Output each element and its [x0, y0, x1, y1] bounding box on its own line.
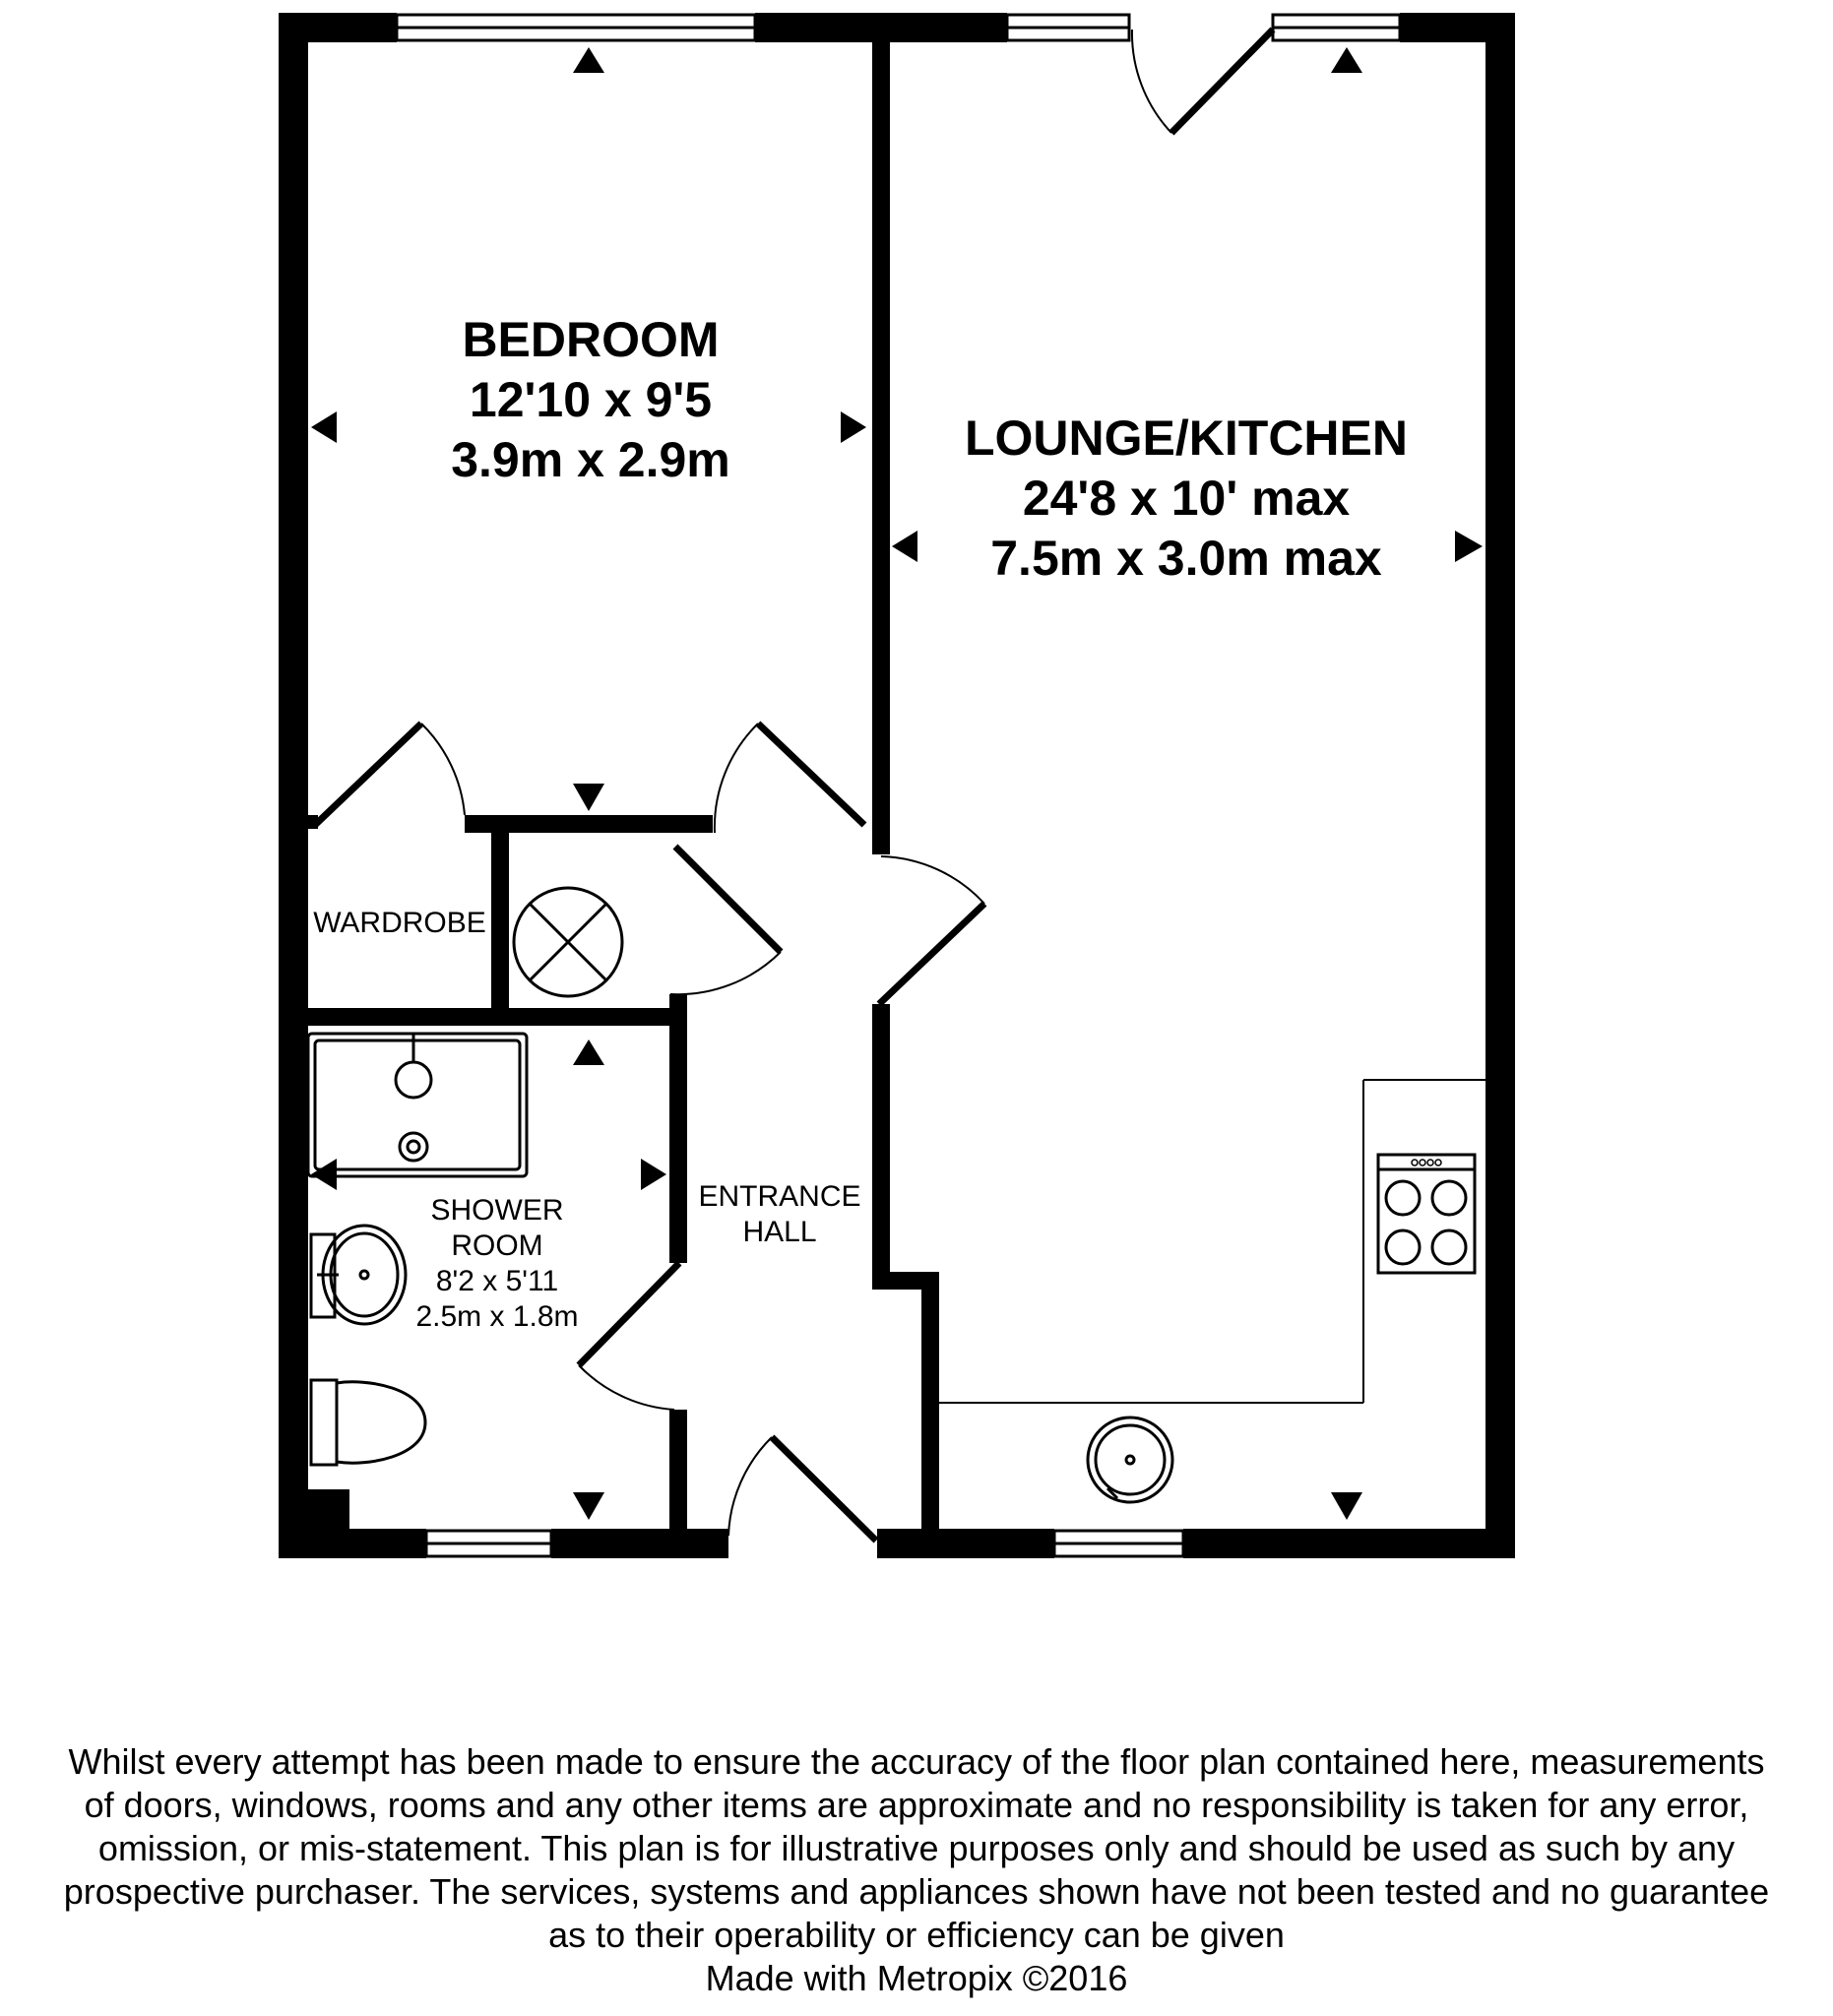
lounge-label [916, 409, 1457, 589]
bedroom-dim-imperial: 12'10 x 9'5 [469, 372, 713, 427]
entrance-hall-name-1: ENTRANCE [698, 1180, 861, 1213]
disclaimer-line: omission, or mis-statement. This plan is for illustrative purposes only and should be used as such by any [97, 1828, 1736, 1868]
bedroom-dim-metric: 3.9m x 2.9m [451, 432, 730, 487]
wardrobe-label [308, 906, 491, 941]
lounge-dim-metric: 7.5m x 3.0m max [990, 531, 1382, 586]
shower-room-label [389, 1193, 605, 1335]
entrance-hall-name-2: HALL [742, 1216, 817, 1248]
disclaimer-line: of doors, windows, rooms and any other items are approximate and no responsibility is taken for any error, [84, 1785, 1749, 1825]
shower-room-name-2: ROOM [451, 1229, 543, 1262]
disclaimer-line: as to their operability or efficiency can be given [548, 1915, 1285, 1955]
boiler-icon [514, 888, 622, 996]
shower-room-dim-metric: 2.5m x 1.8m [415, 1300, 579, 1333]
lounge-dim-imperial: 24'8 x 10' max [1022, 471, 1351, 526]
hob-icon [1378, 1155, 1475, 1273]
lounge-name: LOUNGE/KITCHEN [965, 410, 1408, 466]
credit-text: Made with Metropix ©2016 [705, 1958, 1128, 1998]
disclaimer [0, 1740, 1833, 2000]
wardrobe-name: WARDROBE [313, 907, 486, 939]
shower-tray-icon [308, 1034, 527, 1176]
bedroom-name: BEDROOM [462, 312, 720, 367]
disclaimer-line: prospective purchaser. The services, systems and appliances shown have not been tested and no guarantee [63, 1871, 1770, 1912]
disclaimer-line: Whilst every attempt has been made to ensure the accuracy of the floor plan contained here, measurements [68, 1741, 1765, 1782]
kitchen-worktop [939, 1080, 1485, 1403]
bedroom-label [394, 310, 788, 490]
toilet-icon [311, 1380, 425, 1465]
shower-room-dim-imperial: 8'2 x 5'11 [435, 1265, 559, 1297]
entrance-hall-label [687, 1179, 872, 1250]
kitchen-sink-icon [1088, 1418, 1172, 1502]
shower-room-name-1: SHOWER [430, 1194, 564, 1227]
